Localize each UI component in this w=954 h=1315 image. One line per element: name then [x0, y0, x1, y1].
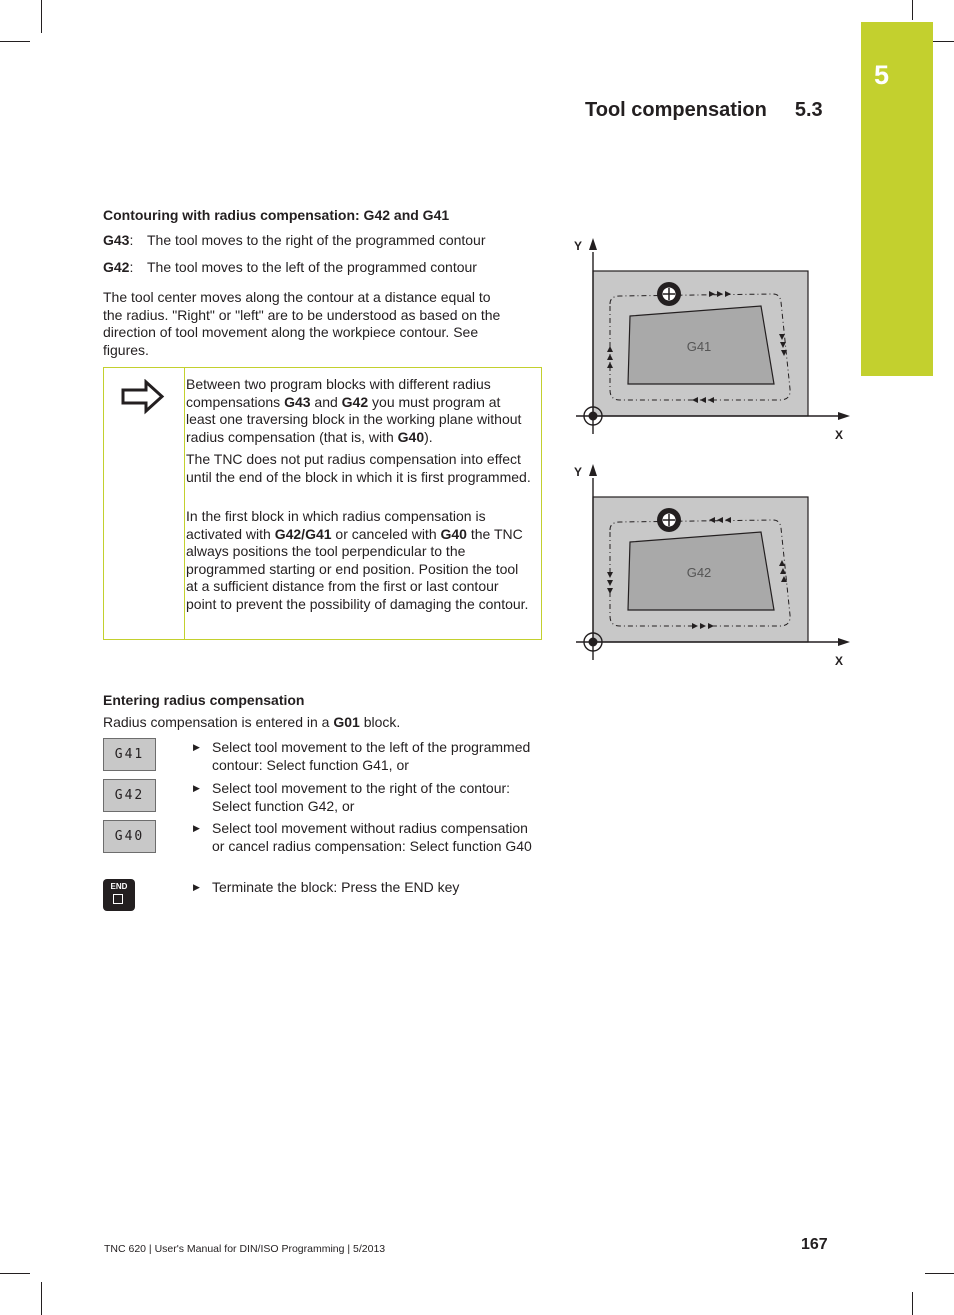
x-axis-label: X	[834, 428, 844, 442]
x-axis-label: X	[834, 654, 844, 668]
footer-text: TNC 620 | User's Manual for DIN/ISO Programming | 5/2013	[104, 1243, 386, 1255]
section-intro: Radius compensation is entered in a G01 block.	[103, 714, 401, 730]
g42-soft-key[interactable]: G42	[103, 779, 156, 812]
definition-text: The tool moves to the left of the programmed contour	[147, 259, 477, 275]
step-item: Select tool movement to the right of the contour: Select function G42, or	[212, 780, 511, 814]
end-key[interactable]	[103, 879, 135, 911]
triangle-bullet-icon: ▶	[193, 823, 200, 833]
arrow-right-outline-icon	[120, 379, 166, 415]
step-item: Select tool movement to the left of the programmed contour: Select function G41, or	[212, 739, 531, 773]
crop-mark	[0, 41, 30, 42]
milling-tool-icon	[657, 508, 681, 532]
note-paragraph: Between two program blocks with different radius compensations G43 and G42 you must program at least one traversing block in the working plane without radius compensation (that is, with G40).	[186, 376, 522, 445]
header-section: 5.3	[794, 99, 823, 121]
figure-g41-diagram	[568, 234, 858, 444]
figure-label: G41	[686, 339, 712, 354]
running-header	[585, 99, 823, 122]
y-axis-label: Y	[573, 465, 583, 479]
milling-tool-icon	[657, 282, 681, 306]
section-heading-entering: Entering radius compensation	[103, 692, 305, 708]
crop-mark	[41, 1282, 42, 1315]
g40-soft-key[interactable]: G40	[103, 820, 156, 853]
crop-mark	[912, 1292, 913, 1315]
figure-g42-diagram	[568, 460, 858, 670]
crop-mark	[0, 1273, 30, 1274]
note-paragraph: The TNC does not put radius compensation into effect until the end of the block in which it is first programmed.	[186, 451, 531, 485]
header-title: Tool compensation	[585, 99, 767, 121]
page-number: 167	[801, 1236, 828, 1253]
triangle-bullet-icon: ▶	[193, 882, 200, 892]
crop-mark	[912, 0, 913, 20]
triangle-bullet-icon: ▶	[193, 742, 200, 752]
section-heading-contouring: Contouring with radius compensation: G42 and G41	[103, 207, 450, 223]
end-key-square-icon	[113, 894, 123, 904]
definition-term: G42:	[103, 259, 134, 275]
definition-text: The tool moves to the right of the programmed contour	[147, 232, 486, 248]
chapter-number: 5	[874, 60, 890, 90]
crop-mark	[41, 0, 42, 33]
intro-paragraph: The tool center moves along the contour at a distance equal to the radius. "Right" or "left" are to be understood as based on the direction of tool movement along the workpiece contour. See figures.	[103, 289, 501, 358]
definition-term: G43:	[103, 232, 134, 248]
y-axis-label: Y	[573, 239, 583, 253]
step-item: Select tool movement without radius compensation or cancel radius compensation: Select function G40	[212, 820, 532, 854]
crop-mark	[925, 1273, 954, 1274]
note-divider	[184, 368, 185, 639]
end-key-label: END	[110, 882, 128, 891]
triangle-bullet-icon: ▶	[193, 783, 200, 793]
figure-label: G42	[686, 565, 712, 580]
note-paragraph: In the first block in which radius compensation is activated with G42/G41 or canceled with G40 the TNC always positions the tool perpendicular to the programmed starting or end position. Position the tool at a sufficient distance from the first or last contour point to prevent the possibility of damaging the contour.	[186, 508, 529, 612]
chapter-tab	[861, 22, 933, 376]
step-item: Terminate the block: Press the END key	[212, 879, 460, 895]
g41-soft-key[interactable]: G41	[103, 738, 156, 771]
